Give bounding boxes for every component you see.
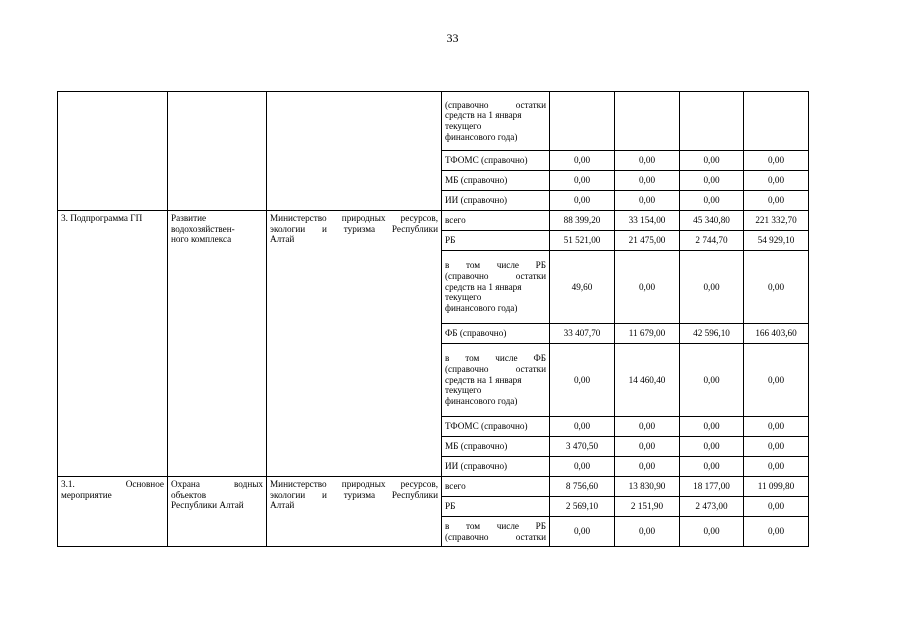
value-cell: 54 929,10 bbox=[744, 231, 809, 251]
value-cell: 0,00 bbox=[550, 417, 615, 437]
value-cell: 0,00 bbox=[744, 417, 809, 437]
value-cell: 88 399,20 bbox=[550, 211, 615, 231]
funding-source-cell: РБ bbox=[442, 231, 550, 251]
value-cell: 0,00 bbox=[550, 517, 615, 547]
value-cell: 11 099,80 bbox=[744, 477, 809, 497]
value-cell bbox=[550, 92, 615, 151]
value-cell: 0,00 bbox=[744, 517, 809, 547]
funding-table bbox=[57, 91, 809, 547]
value-cell bbox=[680, 92, 744, 151]
value-cell: 0,00 bbox=[680, 191, 744, 211]
name-cell bbox=[168, 92, 267, 211]
value-cell: 0,00 bbox=[744, 171, 809, 191]
value-cell: 33 154,00 bbox=[615, 211, 680, 231]
value-cell: 0,00 bbox=[550, 344, 615, 417]
value-cell: 8 756,60 bbox=[550, 477, 615, 497]
activity-label: 3.1. Основное мероприятие bbox=[58, 477, 168, 547]
funding-source-cell: всего bbox=[442, 211, 550, 231]
value-cell: 0,00 bbox=[680, 457, 744, 477]
value-cell: 0,00 bbox=[615, 457, 680, 477]
subprogram-executor: Министерство природных ресурсов, экологии и туризма Республики Алтай bbox=[267, 211, 442, 477]
activity-cell bbox=[58, 92, 168, 211]
value-cell bbox=[744, 92, 809, 151]
value-cell: 42 596,10 bbox=[680, 324, 744, 344]
funding-source-cell: РБ bbox=[442, 497, 550, 517]
value-cell: 0,00 bbox=[615, 151, 680, 171]
funding-source-cell: ИИ (справочно) bbox=[442, 191, 550, 211]
funding-source-cell: МБ (справочно) bbox=[442, 171, 550, 191]
value-cell: 51 521,00 bbox=[550, 231, 615, 251]
value-cell: 0,00 bbox=[680, 437, 744, 457]
value-cell: 33 407,70 bbox=[550, 324, 615, 344]
table-row bbox=[58, 211, 809, 231]
value-cell: 0,00 bbox=[615, 517, 680, 547]
value-cell bbox=[615, 92, 680, 151]
value-cell: 0,00 bbox=[615, 171, 680, 191]
value-cell: 0,00 bbox=[744, 497, 809, 517]
funding-source-cell: всего bbox=[442, 477, 550, 497]
value-cell: 0,00 bbox=[550, 151, 615, 171]
value-cell: 0,00 bbox=[744, 251, 809, 324]
value-cell: 0,00 bbox=[680, 517, 744, 547]
value-cell: 49,60 bbox=[550, 251, 615, 324]
activity-name: Охрана водных объектов Республики Алтай bbox=[168, 477, 267, 547]
value-cell: 2 744,70 bbox=[680, 231, 744, 251]
value-cell: 0,00 bbox=[615, 191, 680, 211]
executor-cell bbox=[267, 92, 442, 211]
value-cell: 0,00 bbox=[744, 457, 809, 477]
page-number: 33 bbox=[446, 31, 459, 45]
value-cell: 0,00 bbox=[680, 171, 744, 191]
value-cell: 0,00 bbox=[744, 191, 809, 211]
value-cell: 0,00 bbox=[680, 151, 744, 171]
value-cell: 0,00 bbox=[615, 417, 680, 437]
value-cell: 0,00 bbox=[680, 417, 744, 437]
funding-source-cell: в том числе ФБ (справочно остатки средств на 1 января текущего финансового года) bbox=[442, 344, 550, 417]
value-cell: 221 332,70 bbox=[744, 211, 809, 231]
funding-source-cell: ТФОМС (справочно) bbox=[442, 151, 550, 171]
value-cell: 0,00 bbox=[744, 344, 809, 417]
funding-source-cell: ТФОМС (справочно) bbox=[442, 417, 550, 437]
value-cell: 0,00 bbox=[550, 191, 615, 211]
value-cell: 0,00 bbox=[680, 344, 744, 417]
value-cell: 2 473,00 bbox=[680, 497, 744, 517]
value-cell: 0,00 bbox=[615, 437, 680, 457]
funding-source-cell: (справочно остатки средств на 1 января текущего финансового года) bbox=[442, 92, 550, 151]
funding-source-cell: ФБ (справочно) bbox=[442, 324, 550, 344]
value-cell: 0,00 bbox=[744, 437, 809, 457]
table-row bbox=[58, 477, 809, 497]
value-cell: 0,00 bbox=[550, 171, 615, 191]
value-cell: 0,00 bbox=[744, 151, 809, 171]
value-cell: 14 460,40 bbox=[615, 344, 680, 417]
value-cell: 13 830,90 bbox=[615, 477, 680, 497]
funding-source-cell: в том числе РБ (справочно остатки средств на 1 января текущего финансового года) bbox=[442, 251, 550, 324]
funding-source-cell: МБ (справочно) bbox=[442, 437, 550, 457]
value-cell: 2 151,90 bbox=[615, 497, 680, 517]
funding-source-cell: ИИ (справочно) bbox=[442, 457, 550, 477]
value-cell: 2 569,10 bbox=[550, 497, 615, 517]
value-cell: 3 470,50 bbox=[550, 437, 615, 457]
subprogram-label: 3. Подпрограмма ГП bbox=[58, 211, 168, 477]
funding-source-cell: в том числе РБ (справочно остатки bbox=[442, 517, 550, 547]
value-cell: 0,00 bbox=[550, 457, 615, 477]
value-cell: 0,00 bbox=[615, 251, 680, 324]
value-cell: 21 475,00 bbox=[615, 231, 680, 251]
subprogram-name: Развитие водохозяйствен- ного комплекса bbox=[168, 211, 267, 477]
value-cell: 11 679,00 bbox=[615, 324, 680, 344]
value-cell: 45 340,80 bbox=[680, 211, 744, 231]
activity-executor: Министерство природных ресурсов, экологии и туризма Республики Алтай bbox=[267, 477, 442, 547]
value-cell: 0,00 bbox=[680, 251, 744, 324]
table-row bbox=[58, 92, 809, 151]
value-cell: 166 403,60 bbox=[744, 324, 809, 344]
value-cell: 18 177,00 bbox=[680, 477, 744, 497]
